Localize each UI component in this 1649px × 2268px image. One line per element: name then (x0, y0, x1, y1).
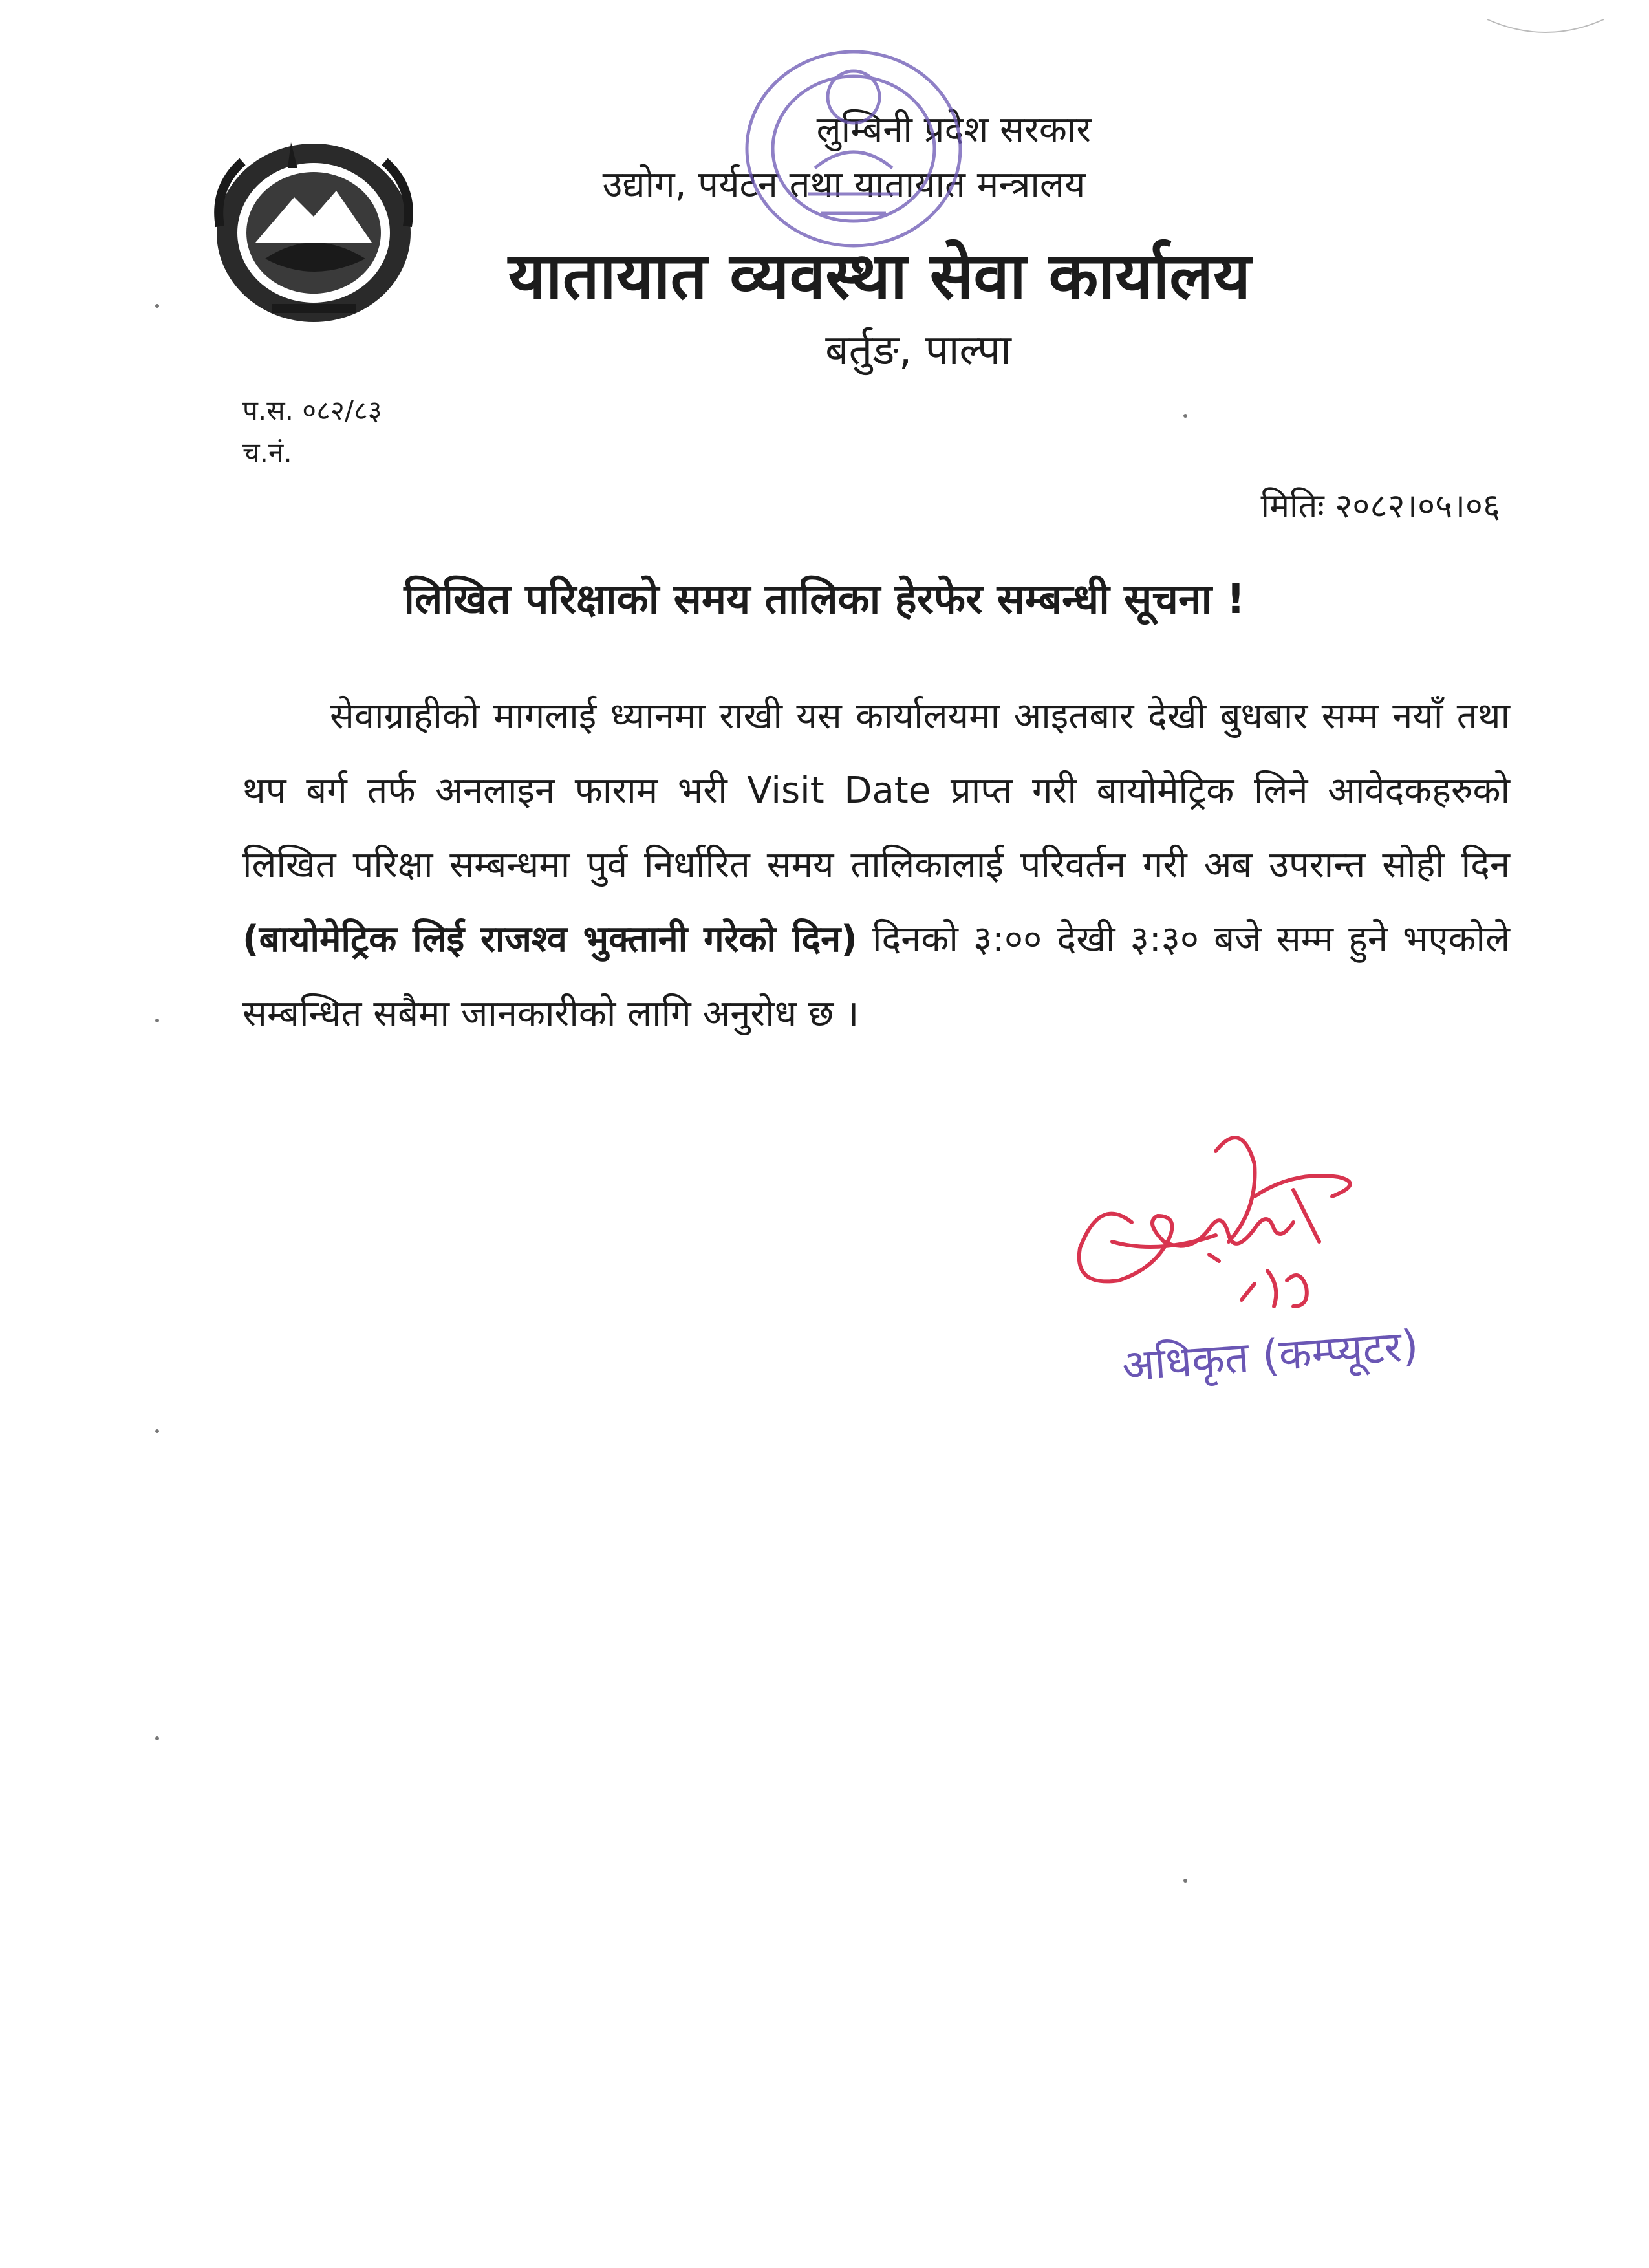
body-text-bold: (बायोमेट्रिक लिई राजश्व भुक्तानी गरेको दिन) (242, 918, 857, 960)
notice-body (242, 679, 1510, 1051)
document-date: मितिः २०८२।०५।०६ (1260, 487, 1500, 526)
notice-subject: लिखित परिक्षाको समय तालिका हेरफेर सम्बन्धी सूचना ! (404, 576, 1245, 623)
scan-scratch-icon (1481, 6, 1610, 45)
scan-speck (155, 1736, 159, 1740)
chalani-number: च.नं. (242, 437, 292, 468)
body-text-part1: सेवाग्राहीको मागलाई ध्यानमा राखी यस कार्यालयमा आइतबार देखी बुधबार सम्म नयाँ तथा थप बर्ग तर्फ अनलाइन फाराम भरी Visit Date प्राप्त गरी बायोमेट्रिक लिने आवेदकहरुको लिखित परिक्षा सम्बन्धमा पुर्व निर्धारित समय तालिकालाई परिवर्तन गरी अब उपरान्त सोही दिन (242, 695, 1510, 886)
header-ministry: उद्योग, पर्यटन तथा यातायात मन्त्रालय (602, 164, 1086, 206)
body-text-part2: दिनको ३:०० देखी ३:३० बजे सम्म हुने भएकोले सम्बन्धित सबैमा जानकारीको लागि अनुरोध छ । (242, 918, 1510, 1035)
header-location: बर्तुङ, पाल्पा (825, 327, 1011, 374)
scan-speck (155, 304, 159, 308)
signatory-title: अधिकृत (कम्प्यूटर) (1120, 1321, 1420, 1391)
office-stamp-icon (737, 39, 970, 259)
header-office-title: यातायात व्यवस्था सेवा कार्यालय (508, 238, 1251, 314)
header-government: लुम्बिनी प्रदेश सरकार (816, 109, 1092, 151)
scan-speck (1183, 1879, 1187, 1883)
signature-icon (1061, 1093, 1410, 1352)
scan-speck (1183, 414, 1187, 418)
patra-sankhya: प.स. ०८२/८३ (242, 394, 382, 426)
scan-speck (155, 1429, 159, 1433)
scan-speck (155, 1019, 159, 1022)
